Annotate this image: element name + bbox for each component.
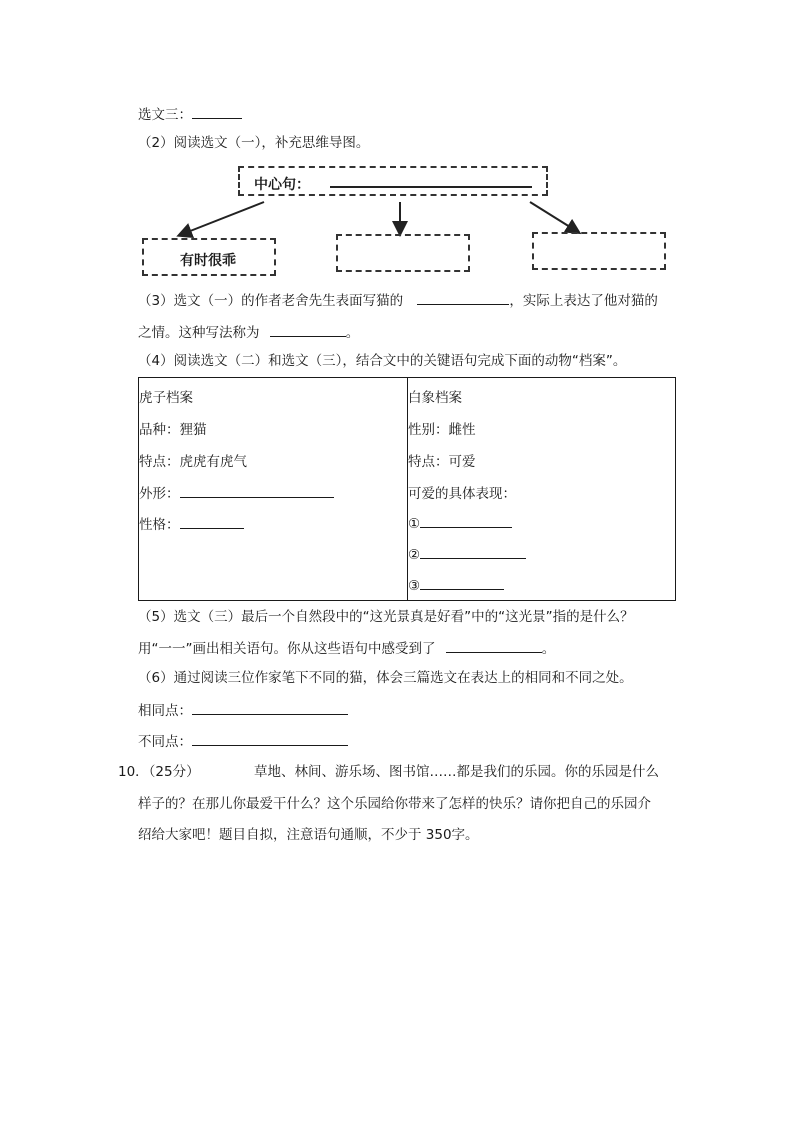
whitey-archive-cell — [408, 378, 676, 601]
item-2-blank[interactable] — [420, 544, 526, 559]
tiger-trait: 特点：虎虎有虎气 — [139, 454, 247, 470]
question-5-line-2 — [138, 638, 555, 658]
branch-1-text: 有时很乖 — [180, 253, 236, 269]
item-1-blank[interactable] — [420, 513, 512, 528]
tiger-breed: 品种：狸猫 — [139, 422, 207, 438]
q5-blank[interactable] — [446, 638, 542, 653]
q3-part-2: ，实际上表达了他对猫的 — [509, 293, 658, 309]
question-3-line-1 — [138, 290, 658, 310]
question-10-line-2: 样子的？在那儿你最爱干什么？这个乐园给你带来了怎样的快乐？请你把自己的乐园介 — [138, 796, 651, 812]
same-points-blank[interactable] — [192, 700, 348, 715]
tiger-looks-label: 外形： — [139, 486, 180, 502]
question-10-line-3: 绍给大家吧！题目自拟，注意语句通顺，不少于 350字。 — [138, 827, 479, 843]
q3-blank-2[interactable] — [270, 322, 346, 337]
arrow-left — [180, 202, 264, 235]
prev-answer-blank[interactable] — [192, 104, 242, 119]
diff-points-label: 不同点： — [138, 734, 192, 750]
item-3-marker: ③ — [408, 578, 421, 594]
tiger-looks-blank[interactable] — [180, 483, 334, 498]
diff-points-blank[interactable] — [192, 731, 348, 746]
mind-map-branch-1 — [142, 238, 276, 276]
q3-line-2a: 之情。这种写法称为 — [138, 325, 260, 341]
arrow-right — [530, 202, 578, 232]
diff-points-line — [138, 731, 348, 751]
item-1-marker: ① — [408, 516, 421, 532]
q3-blank-1[interactable] — [417, 290, 509, 305]
tiger-personality-blank[interactable] — [180, 514, 244, 529]
whitey-gender: 性别：雌性 — [408, 422, 476, 438]
center-sentence-blank[interactable] — [330, 186, 532, 188]
mind-map-center-box — [238, 166, 548, 196]
mind-map-branch-3[interactable] — [532, 232, 666, 270]
center-sentence-label: 中心句： — [254, 177, 310, 193]
question-5-line-1: （5）选文（三）最后一个自然段中的“这光景真是好看”中的“这光景”指的是什么？ — [138, 609, 634, 625]
mind-map — [138, 162, 674, 280]
tiger-title: 虎子档案 — [139, 390, 193, 406]
question-10-line-1: 草地、林间、游乐场、图书馆……都是我们的乐园。你的乐园是什么 — [254, 764, 659, 780]
q5-line-2a: 用“一一”画出相关语句。你从这些语句中感受到了 — [138, 641, 436, 657]
question-10-number: 10．（25分） — [118, 764, 200, 780]
prev-answer-label: 选文三： — [138, 107, 192, 123]
tiger-archive-cell — [139, 378, 408, 601]
q3-part-1: （3）选文（一）的作者老舍先生表面写猫的 — [138, 293, 404, 309]
prev-answer-line — [138, 104, 242, 124]
tiger-looks — [139, 482, 334, 502]
q3-line-2b: 。 — [345, 325, 360, 341]
tiger-personality-label: 性格： — [139, 517, 180, 533]
question-3-line-2 — [138, 322, 359, 342]
tiger-personality — [139, 513, 244, 533]
animal-archive-table — [138, 377, 676, 601]
whitey-item-3 — [408, 575, 504, 594]
q5-line-2b: 。 — [541, 641, 556, 657]
question-6: （6）通过阅读三位作家笔下不同的猫，体会三篇选文在表达上的相同和不同之处。 — [138, 670, 633, 686]
whitey-detail-label: 可爱的具体表现： — [408, 486, 516, 502]
item-2-marker: ② — [408, 547, 421, 563]
whitey-item-2 — [408, 544, 526, 563]
same-points-label: 相同点： — [138, 703, 192, 719]
same-points-line — [138, 700, 348, 720]
question-4: （4）阅读选文（二）和选文（三），结合文中的关键语句完成下面的动物“档案”。 — [138, 353, 627, 369]
item-3-blank[interactable] — [420, 575, 504, 590]
mind-map-branch-2[interactable] — [336, 234, 470, 272]
whitey-item-1 — [408, 513, 512, 532]
whitey-title: 白象档案 — [408, 390, 462, 406]
whitey-trait: 特点：可爱 — [408, 454, 476, 470]
question-2: （2）阅读选文（一），补充思维导图。 — [138, 135, 370, 151]
